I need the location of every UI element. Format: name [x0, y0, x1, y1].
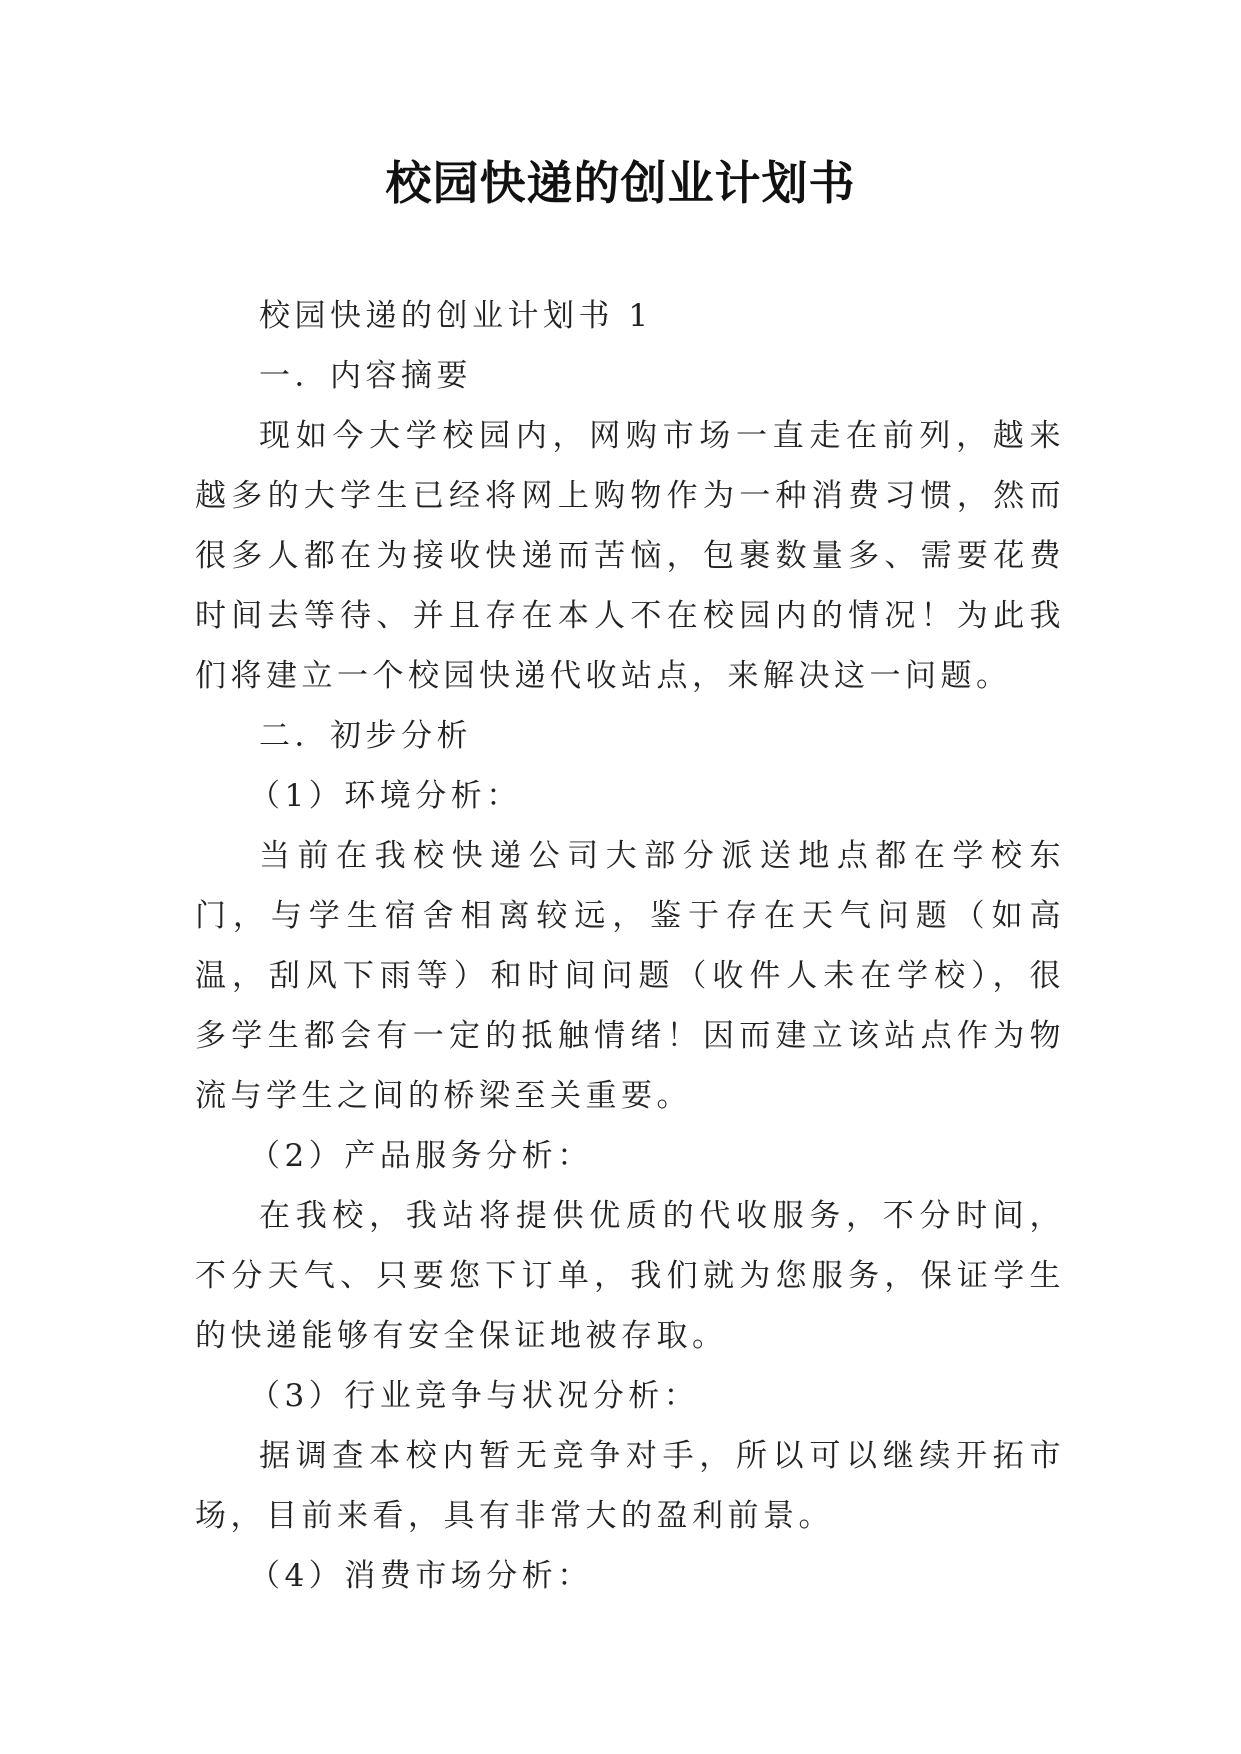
subsection-heading: （2）产品服务分析： — [249, 1138, 593, 1174]
section-heading: 校园快递的创业计划书 1 — [259, 298, 653, 334]
paragraph: 据调查本校内暂无竞争对手，所以可以继续开拓市场，目前来看，具有非常大的盈利前景。 — [195, 1438, 1065, 1534]
subsection-heading: （1）环境分析： — [249, 778, 522, 814]
paragraph: 在我校，我站将提供优质的代收服务，不分时间，不分天气、只要您下订单，我们就为您服务，保证学生的快递能够有安全保证地被存取。 — [195, 1198, 1065, 1354]
document-body — [195, 286, 1065, 1606]
paragraph: 当前在我校快递公司大部分派送地点都在学校东门，与学生宿舍相离较远，鉴于存在天气问题（如高温，刮风下雨等）和时间问题（收件人未在学校），很多学生都会有一定的抵触情绪！因而建立该站点作为物流与学生之间的桥梁至关重要。 — [195, 838, 1065, 1114]
section-heading: 一．内容摘要 — [259, 358, 472, 394]
subsection-heading: （4）消费市场分析： — [249, 1558, 593, 1594]
paragraph: 现如今大学校园内，网购市场一直走在前列，越来越多的大学生已经将网上购物作为一种消费习惯，然而很多人都在为接收快递而苦恼，包裹数量多、需要花费时间去等待、并且存在本人不在校园内的情况！为此我们将建立一个校园快递代收站点，来解决这一问题。 — [195, 418, 1065, 694]
section-heading: 二．初步分析 — [259, 718, 472, 754]
subsection-heading: （3）行业竞争与状况分析： — [249, 1378, 700, 1414]
document-title: 校园快递的创业计划书 — [385, 156, 856, 210]
